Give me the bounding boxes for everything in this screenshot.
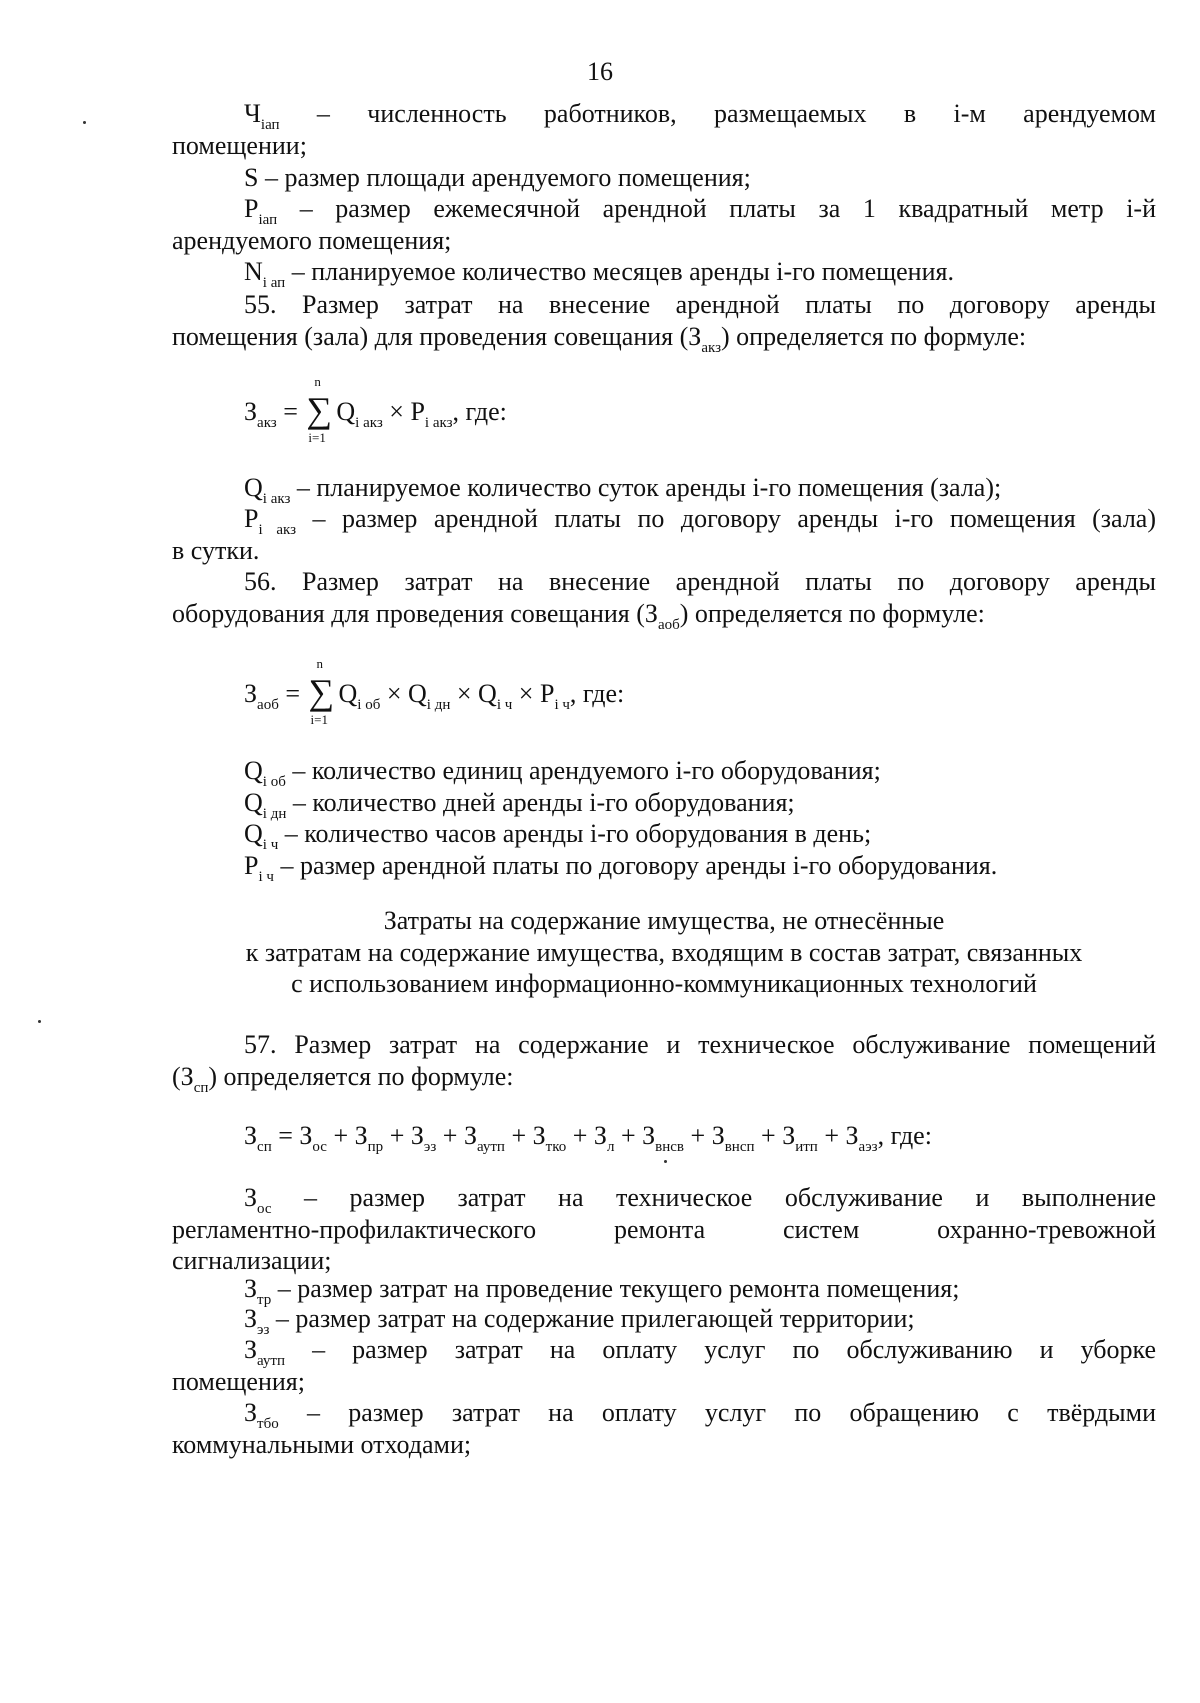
formula-term-symbol: З bbox=[782, 1121, 796, 1150]
plus-sign: + bbox=[436, 1121, 464, 1150]
formula-term-subscript: л bbox=[606, 1139, 615, 1155]
plus-sign: + bbox=[754, 1121, 783, 1150]
formula-57: $З_{сп} = З_{ос} + З_{пр} + З_{эз} + З_{аутп} + З_{тко} + З_л + З_{внсв} + З_{внсп} + З_{итп} + З_{аэз}$, где: bbox=[244, 1121, 932, 1155]
formula-term-subscript: тко bbox=[545, 1139, 567, 1155]
scan-speck bbox=[664, 1160, 667, 1163]
definition-z-autp: $З_{аутп}$ – размер затрат на оплату услуг по обслуживанию и уборке помещения; bbox=[172, 1335, 1156, 1396]
scan-speck bbox=[38, 1020, 41, 1023]
formula-term-symbol: З bbox=[593, 1121, 607, 1150]
formula-term-symbol: З bbox=[845, 1121, 859, 1150]
scan-speck bbox=[83, 121, 86, 124]
formula-term-subscript: ос bbox=[312, 1139, 327, 1155]
definition-s: S – размер площади арендуемого помещения; bbox=[244, 163, 751, 192]
summation-sign: n ∑ i=1 bbox=[308, 656, 335, 727]
plus-sign: + bbox=[566, 1121, 594, 1150]
definition-z-os: $З_{ос}$ – размер затрат на техническое обслуживание и выполнение регламентно-профилактического ремонта систем охранно-тревожной сигнализации; bbox=[172, 1183, 1156, 1276]
plus-sign: + bbox=[326, 1121, 355, 1150]
paragraph-57: 57. Размер затрат на содержание и техническое обслуживание помещений $(З_{сп})$ определяется по формуле: bbox=[172, 1030, 1156, 1096]
paragraph-55: 55. Размер затрат на внесение арендной платы по договору аренды помещения (зала) для проведения совещания $(З_{акз})$ определяется по формуле: bbox=[172, 290, 1156, 356]
formula-term-subscript: внсп bbox=[724, 1139, 755, 1155]
definition-z-tr: $З_{тр}$ – размер затрат на проведение текущего ремонта помещения; bbox=[244, 1274, 960, 1308]
summation-sign: n ∑ i=1 bbox=[306, 374, 333, 445]
formula-term-symbol: З bbox=[642, 1121, 656, 1150]
formula-term-symbol: З bbox=[463, 1121, 477, 1150]
page-number: 16 bbox=[587, 57, 613, 86]
formula-term-subscript: итп bbox=[795, 1139, 818, 1155]
definition-n-iap: $N_{i ап}$ – планируемое количество месяцев аренды i-го помещения. bbox=[244, 257, 954, 291]
definition-q-i-dn: $Q_{i дн}$ – количество дней аренды i-го оборудования; bbox=[244, 787, 795, 822]
definition-q-i-ob: $Q_{i об}$ – количество единиц арендуемого i-го оборудования; bbox=[244, 756, 881, 790]
formula-term-symbol: З bbox=[410, 1121, 424, 1150]
plus-sign: + bbox=[383, 1121, 411, 1150]
formula-term-symbol: З bbox=[711, 1121, 725, 1150]
plus-sign: + bbox=[817, 1121, 846, 1150]
definition-p-i-ch: $P_{i ч}$ – размер арендной платы по договору аренды i-го оборудования. bbox=[244, 851, 998, 886]
formula-term-subscript: пр bbox=[367, 1139, 384, 1155]
section-heading: Затраты на содержание имущества, не отнесённые к затратам на содержание имущества, входящим в состав затрат, связанных с использованием информационно-коммуникационных технологий bbox=[245, 906, 1083, 999]
paragraph-56: 56. Размер затрат на внесение арендной платы по договору аренды оборудования для проведения совещания $(З_{аоб})$ определяется по формуле: bbox=[172, 567, 1156, 633]
formula-55: $З_{акз}$ = n ∑ i=1 $Q_{i акз} \times P_{i акз}$, где: bbox=[244, 374, 507, 445]
definition-p-iap: $P_{iап}$ – размер ежемесячной арендной платы за 1 квадратный метр i-й арендуемого помещения; bbox=[172, 194, 1156, 255]
formula-56: $З_{аоб}$ = n ∑ i=1 $Q_{i об} \times Q_{i дн} \times Q_{i ч} \times P_{i ч}$, где: bbox=[244, 656, 625, 727]
formula-term-subscript: аэз bbox=[858, 1139, 878, 1155]
definition-p-i-akz: $P_{i акз}$ – размер арендной платы по договору аренды i-го помещения (зала) в сутки. bbox=[172, 504, 1156, 565]
plus-sign: + bbox=[614, 1121, 643, 1150]
formula-term-subscript: внсв bbox=[655, 1139, 685, 1155]
definition-ch-iap: $Ч_{iап}$ – численность работников, размещаемых в i-м арендуемом помещении; bbox=[172, 99, 1156, 160]
definition-z-ez: $З_{эз}$ – размер затрат на содержание прилегающей территории; bbox=[244, 1304, 915, 1338]
formula-term-subscript: эз bbox=[423, 1139, 437, 1155]
definition-q-i-ch: $Q_{i ч}$ – количество часов аренды i-го оборудования в день; bbox=[244, 819, 872, 854]
formula-term-symbol: З bbox=[354, 1121, 368, 1150]
definition-q-i-akz: $Q_{i акз}$ – планируемое количество суток аренды i-го помещения (зала); bbox=[244, 473, 1002, 507]
plus-sign: + bbox=[504, 1121, 533, 1150]
formula-term-symbol: З bbox=[299, 1121, 313, 1150]
plus-sign: + bbox=[684, 1121, 712, 1150]
definitions-56 bbox=[172, 755, 1156, 886]
definition-z-tbo: $З_{тбо}$ – размер затрат на оплату услуг по обращению с твёрдыми коммунальными отходами; bbox=[172, 1398, 1156, 1459]
formula-term-subscript: аутп bbox=[476, 1139, 505, 1155]
formula-57-terms bbox=[299, 1121, 878, 1155]
formula-term-symbol: З bbox=[532, 1121, 546, 1150]
